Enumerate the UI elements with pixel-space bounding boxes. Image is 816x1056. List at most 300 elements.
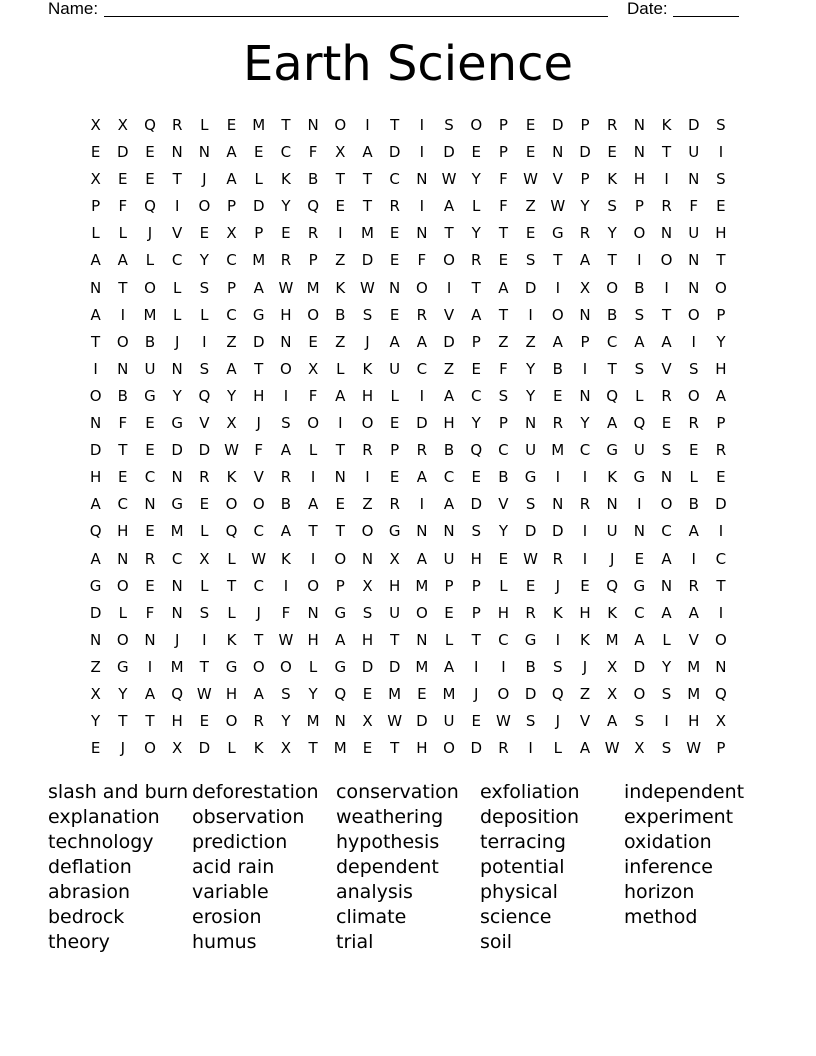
grid-letter[interactable]: R [389,495,400,514]
grid-letter[interactable]: S [661,739,672,758]
grid-letter[interactable]: R [389,197,400,216]
grid-letter[interactable]: Z [335,332,346,351]
grid-letter[interactable]: C [171,251,183,270]
grid-letter[interactable]: E [471,712,481,731]
grid-letter[interactable]: A [552,332,563,351]
grid-letter[interactable]: Z [335,251,346,270]
grid-letter[interactable]: E [362,684,373,703]
grid-letter[interactable]: T [118,441,128,460]
grid-letter[interactable]: N [171,576,183,595]
grid-letter[interactable]: X [90,170,101,189]
grid-letter[interactable]: L [227,549,236,568]
grid-letter[interactable]: W [278,278,294,297]
grid-letter[interactable]: W [441,170,457,189]
grid-letter[interactable]: J [256,603,261,622]
grid-letter[interactable]: B [335,305,346,324]
grid-letter[interactable]: I [120,305,125,324]
grid-letter[interactable]: G [334,603,347,622]
grid-letter[interactable]: T [145,712,155,731]
grid-letter[interactable]: K [226,630,237,649]
grid-letter[interactable]: Z [498,332,509,351]
grid-letter[interactable]: T [390,116,400,134]
grid-letter[interactable]: X [226,224,237,243]
grid-letter[interactable]: I [202,630,207,649]
grid-letter[interactable]: L [444,630,454,649]
grid-letter[interactable]: T [498,224,508,243]
grid-letter[interactable]: W [196,684,212,703]
grid-letter[interactable]: B [552,359,563,378]
grid-letter[interactable]: C [606,332,618,351]
grid-letter[interactable]: I [419,495,425,514]
grid-letter[interactable]: I [283,386,289,405]
grid-letter[interactable]: I [283,576,289,595]
grid-letter[interactable]: S [498,386,509,405]
grid-letter[interactable]: E [389,305,400,324]
grid-letter[interactable]: X [389,549,400,568]
grid-letter[interactable]: X [715,712,727,731]
grid-letter[interactable]: Q [715,684,727,703]
grid-letter[interactable]: C [253,576,264,595]
grid-letter[interactable]: Y [471,224,481,243]
grid-letter[interactable]: A [226,170,237,189]
grid-letter[interactable]: A [226,359,237,378]
grid-letter[interactable]: I [691,332,696,351]
grid-letter[interactable]: G [551,224,564,243]
grid-letter[interactable]: D [443,332,455,351]
grid-letter[interactable]: G [171,414,183,433]
grid-letter[interactable]: D [443,143,455,162]
grid-letter[interactable]: E [525,224,536,243]
grid-letter[interactable]: O [116,332,129,351]
grid-letter[interactable]: E [199,712,210,731]
grid-letter[interactable]: S [199,278,210,297]
grid-letter[interactable]: E [471,468,481,487]
grid-letter[interactable]: O [144,278,156,297]
grid-letter[interactable]: Y [607,224,617,243]
grid-letter[interactable]: A [607,712,618,731]
grid-letter[interactable]: B [117,386,128,405]
grid-letter[interactable]: O [252,657,265,676]
grid-letter[interactable]: N [89,414,102,433]
grid-letter[interactable]: T [362,197,373,216]
grid-letter[interactable]: E [417,684,427,703]
grid-letter[interactable]: S [716,116,726,134]
grid-letter[interactable]: F [118,414,128,433]
grid-letter[interactable]: O [89,386,102,405]
grid-letter[interactable]: D [361,657,374,676]
grid-letter[interactable]: U [144,359,156,378]
grid-letter[interactable]: A [688,522,699,541]
grid-letter[interactable]: H [416,739,428,758]
grid-letter[interactable]: U [633,441,645,460]
grid-letter[interactable]: O [280,359,292,378]
grid-letter[interactable]: I [310,468,316,487]
grid-letter[interactable]: G [225,657,238,676]
grid-letter[interactable]: S [525,251,536,270]
grid-letter[interactable]: O [606,278,619,297]
grid-letter[interactable]: X [607,657,618,676]
grid-letter[interactable]: M [170,522,184,541]
grid-letter[interactable]: E [716,197,726,216]
grid-letter[interactable]: P [580,116,590,134]
grid-letter[interactable]: G [171,495,183,514]
grid-letter[interactable]: B [525,657,536,676]
grid-letter[interactable]: P [498,414,508,433]
grid-letter[interactable]: S [525,712,536,731]
grid-letter[interactable]: F [499,197,508,216]
grid-letter[interactable]: G [633,468,646,487]
grid-letter[interactable]: L [254,170,263,189]
grid-letter[interactable]: X [362,712,373,731]
grid-letter[interactable]: C [661,522,672,541]
grid-letter[interactable]: Q [551,684,564,703]
grid-letter[interactable]: E [199,224,210,243]
grid-letter[interactable]: Q [606,576,619,595]
grid-letter[interactable]: I [419,386,425,405]
grid-letter[interactable]: N [89,278,102,297]
grid-letter[interactable]: C [226,251,237,270]
grid-letter[interactable]: J [174,630,180,649]
grid-letter[interactable]: L [200,116,209,134]
grid-letter[interactable]: L [472,197,481,216]
grid-letter[interactable]: H [361,630,374,649]
grid-letter[interactable]: X [199,549,210,568]
grid-letter[interactable]: I [664,170,669,189]
grid-letter[interactable]: J [555,576,560,595]
grid-letter[interactable]: A [661,332,672,351]
grid-letter[interactable]: E [145,576,155,595]
grid-letter[interactable]: W [360,278,375,297]
grid-letter[interactable]: F [689,197,699,216]
grid-letter[interactable]: J [202,170,207,189]
grid-letter[interactable]: S [634,359,645,378]
grid-letter[interactable]: O [470,116,483,134]
grid-letter[interactable]: T [281,116,291,134]
grid-letter[interactable]: N [144,495,156,514]
grid-letter[interactable]: E [389,468,400,487]
grid-letter[interactable]: I [555,630,560,649]
grid-letter[interactable]: G [524,468,537,487]
grid-letter[interactable]: E [580,576,590,595]
grid-letter[interactable]: G [633,576,646,595]
grid-letter[interactable]: E [145,170,155,189]
grid-letter[interactable]: A [661,603,672,622]
grid-letter[interactable]: T [390,739,400,758]
grid-letter[interactable]: E [226,116,237,134]
grid-letter[interactable]: E [389,224,400,243]
grid-letter[interactable]: N [117,359,129,378]
grid-letter[interactable]: O [334,116,347,134]
grid-letter[interactable]: E [335,495,346,514]
grid-letter[interactable]: T [607,359,617,378]
grid-letter[interactable]: L [635,386,644,405]
grid-letter[interactable]: W [224,441,239,460]
grid-letter[interactable]: X [634,739,645,758]
grid-letter[interactable]: I [310,549,316,568]
grid-letter[interactable]: P [471,332,481,351]
grid-letter[interactable]: A [579,251,591,270]
grid-letter[interactable]: R [280,251,292,270]
grid-letter[interactable]: H [253,386,265,405]
grid-letter[interactable]: U [389,603,401,622]
grid-letter[interactable]: N [416,170,428,189]
grid-letter[interactable]: N [715,657,727,676]
grid-letter[interactable]: I [691,549,696,568]
grid-letter[interactable]: E [525,576,536,595]
grid-letter[interactable]: T [444,224,454,243]
grid-letter[interactable]: H [443,414,455,433]
grid-letter[interactable]: L [91,224,100,243]
grid-letter[interactable]: U [688,143,700,162]
grid-letter[interactable]: Y [498,522,508,541]
grid-letter[interactable]: Y [308,684,318,703]
grid-letter[interactable]: J [609,549,615,568]
grid-letter[interactable]: O [361,522,374,541]
grid-letter[interactable]: W [686,739,702,758]
grid-letter[interactable]: T [661,143,672,162]
grid-letter[interactable]: R [253,712,264,731]
grid-letter[interactable]: E [118,468,128,487]
grid-letter[interactable]: S [716,170,726,189]
grid-letter[interactable]: O [252,495,265,514]
grid-letter[interactable]: Q [334,684,347,703]
grid-letter[interactable]: L [118,603,127,622]
grid-letter[interactable]: N [660,224,673,243]
grid-letter[interactable]: D [252,197,265,216]
grid-letter[interactable]: B [307,170,319,189]
grid-letter[interactable]: O [687,386,700,405]
grid-letter[interactable]: O [715,278,727,297]
grid-letter[interactable]: V [498,495,509,514]
grid-letter[interactable]: A [443,495,455,514]
grid-letter[interactable]: A [634,630,645,649]
grid-letter[interactable]: I [93,359,98,378]
grid-letter[interactable]: I [637,251,642,270]
grid-letter[interactable]: G [388,522,401,541]
grid-letter[interactable]: A [144,684,156,703]
grid-letter[interactable]: P [580,332,590,351]
grid-letter[interactable]: N [552,495,564,514]
grid-letter[interactable]: P [335,576,345,595]
grid-letter[interactable]: N [171,359,183,378]
grid-letter[interactable]: X [335,143,346,162]
grid-letter[interactable]: C [253,522,264,541]
grid-letter[interactable]: X [117,116,128,134]
grid-letter[interactable]: N [307,116,319,134]
grid-letter[interactable]: N [334,468,346,487]
grid-letter[interactable]: K [580,630,590,649]
grid-letter[interactable]: S [607,197,617,216]
grid-letter[interactable]: T [226,576,237,595]
grid-letter[interactable]: H [579,603,591,622]
grid-letter[interactable]: E [281,224,291,243]
grid-letter[interactable]: I [718,522,724,541]
grid-letter[interactable]: I [664,278,669,297]
grid-letter[interactable]: N [171,603,183,622]
grid-letter[interactable]: Z [443,359,455,378]
grid-letter[interactable]: M [605,630,619,649]
grid-letter[interactable]: L [390,386,399,405]
grid-letter[interactable]: N [660,576,673,595]
grid-letter[interactable]: U [688,224,700,243]
grid-letter[interactable]: I [365,116,370,134]
grid-letter[interactable]: E [145,414,155,433]
name-blank-line[interactable] [104,16,608,17]
grid-letter[interactable]: P [254,224,264,243]
grid-letter[interactable]: E [607,143,617,162]
grid-letter[interactable]: I [338,224,343,243]
grid-letter[interactable]: G [116,657,129,676]
grid-letter[interactable]: M [306,712,320,731]
grid-letter[interactable]: Y [172,386,182,405]
grid-letter[interactable]: T [118,278,128,297]
grid-letter[interactable]: Z [362,495,373,514]
grid-letter[interactable]: N [416,630,428,649]
grid-letter[interactable]: E [308,332,318,351]
grid-letter[interactable]: W [495,712,511,731]
grid-letter[interactable]: I [419,197,425,216]
grid-letter[interactable]: E [525,116,536,134]
grid-letter[interactable]: O [415,278,428,297]
grid-letter[interactable]: Q [633,414,646,433]
grid-letter[interactable]: O [415,603,428,622]
grid-letter[interactable]: M [687,684,701,703]
grid-letter[interactable]: W [251,549,267,568]
grid-letter[interactable]: J [174,332,180,351]
grid-letter[interactable]: Q [470,441,483,460]
grid-letter[interactable]: D [198,441,211,460]
grid-letter[interactable]: E [253,143,264,162]
grid-letter[interactable]: N [307,603,319,622]
grid-letter[interactable]: I [419,143,425,162]
grid-letter[interactable]: S [199,359,210,378]
grid-letter[interactable]: F [499,170,508,189]
grid-letter[interactable]: D [416,414,428,433]
grid-letter[interactable]: T [335,522,345,541]
grid-letter[interactable]: N [361,549,374,568]
grid-letter[interactable]: J [474,684,479,703]
grid-letter[interactable]: N [524,414,537,433]
grid-letter[interactable]: L [145,251,155,270]
grid-letter[interactable]: T [471,278,481,297]
grid-letter[interactable]: L [499,576,508,595]
grid-letter[interactable]: R [280,468,292,487]
grid-letter[interactable]: N [552,143,564,162]
grid-letter[interactable]: B [688,495,699,514]
grid-letter[interactable]: I [718,603,724,622]
grid-letter[interactable]: A [416,549,427,568]
grid-letter[interactable]: Y [471,170,481,189]
grid-letter[interactable]: I [555,468,560,487]
grid-letter[interactable]: A [416,468,427,487]
grid-letter[interactable]: Z [525,197,536,216]
grid-letter[interactable]: N [579,305,591,324]
grid-letter[interactable]: L [336,359,345,378]
grid-letter[interactable]: T [661,305,672,324]
grid-letter[interactable]: D [198,739,211,758]
grid-letter[interactable]: O [225,712,238,731]
grid-letter[interactable]: Q [144,197,156,216]
grid-letter[interactable]: P [471,576,481,595]
grid-letter[interactable]: A [416,332,427,351]
grid-letter[interactable]: B [280,495,292,514]
grid-letter[interactable]: A [90,495,101,514]
grid-letter[interactable]: Y [580,414,590,433]
grid-letter[interactable]: I [555,278,560,297]
grid-letter[interactable]: K [253,739,264,758]
grid-letter[interactable]: T [553,251,563,270]
grid-letter[interactable]: H [307,630,319,649]
grid-letter[interactable]: D [552,116,564,134]
grid-letter[interactable]: R [171,116,183,134]
grid-letter[interactable]: I [338,414,343,433]
grid-letter[interactable]: X [90,116,101,134]
grid-letter[interactable]: T [716,576,726,595]
grid-letter[interactable]: E [525,143,536,162]
grid-letter[interactable]: X [280,739,292,758]
grid-letter[interactable]: T [716,251,726,270]
grid-letter[interactable]: H [715,359,727,378]
grid-letter[interactable]: F [254,441,264,460]
grid-letter[interactable]: D [687,116,700,134]
grid-letter[interactable]: S [444,116,454,134]
grid-letter[interactable]: T [390,630,400,649]
grid-letter[interactable]: K [607,603,618,622]
grid-letter[interactable]: E [553,386,563,405]
grid-letter[interactable]: Y [281,712,291,731]
grid-letter[interactable]: D [388,143,401,162]
grid-letter[interactable]: V [199,414,210,433]
grid-letter[interactable]: N [633,143,645,162]
grid-letter[interactable]: T [308,739,318,758]
grid-letter[interactable]: M [415,657,429,676]
grid-letter[interactable]: L [308,657,318,676]
grid-letter[interactable]: C [498,630,509,649]
grid-letter[interactable]: R [715,441,727,460]
grid-letter[interactable]: D [470,739,482,758]
grid-letter[interactable]: A [471,305,482,324]
grid-letter[interactable]: D [388,657,401,676]
grid-letter[interactable]: V [172,224,183,243]
grid-letter[interactable]: K [335,278,346,297]
grid-letter[interactable]: R [661,197,672,216]
grid-letter[interactable]: O [334,549,347,568]
grid-letter[interactable]: C [280,143,292,162]
grid-letter[interactable]: J [582,657,588,676]
grid-letter[interactable]: D [552,522,564,541]
grid-letter[interactable]: Q [171,684,184,703]
date-blank-line[interactable] [673,16,739,17]
grid-letter[interactable]: T [308,522,318,541]
grid-letter[interactable]: I [582,549,588,568]
grid-letter[interactable]: X [307,359,319,378]
grid-letter[interactable]: B [607,305,618,324]
grid-letter[interactable]: R [525,603,536,622]
grid-letter[interactable]: P [308,251,318,270]
grid-letter[interactable]: R [144,549,156,568]
grid-letter[interactable]: Q [225,522,238,541]
grid-letter[interactable]: A [90,549,101,568]
grid-letter[interactable]: Z [90,657,101,676]
grid-letter[interactable]: L [200,305,209,324]
grid-letter[interactable]: Y [281,197,291,216]
grid-letter[interactable]: R [606,116,618,134]
grid-letter[interactable]: M [252,116,266,134]
grid-letter[interactable]: P [91,197,101,216]
grid-letter[interactable]: A [253,278,264,297]
grid-letter[interactable]: Q [606,386,619,405]
grid-letter[interactable]: P [716,739,726,758]
